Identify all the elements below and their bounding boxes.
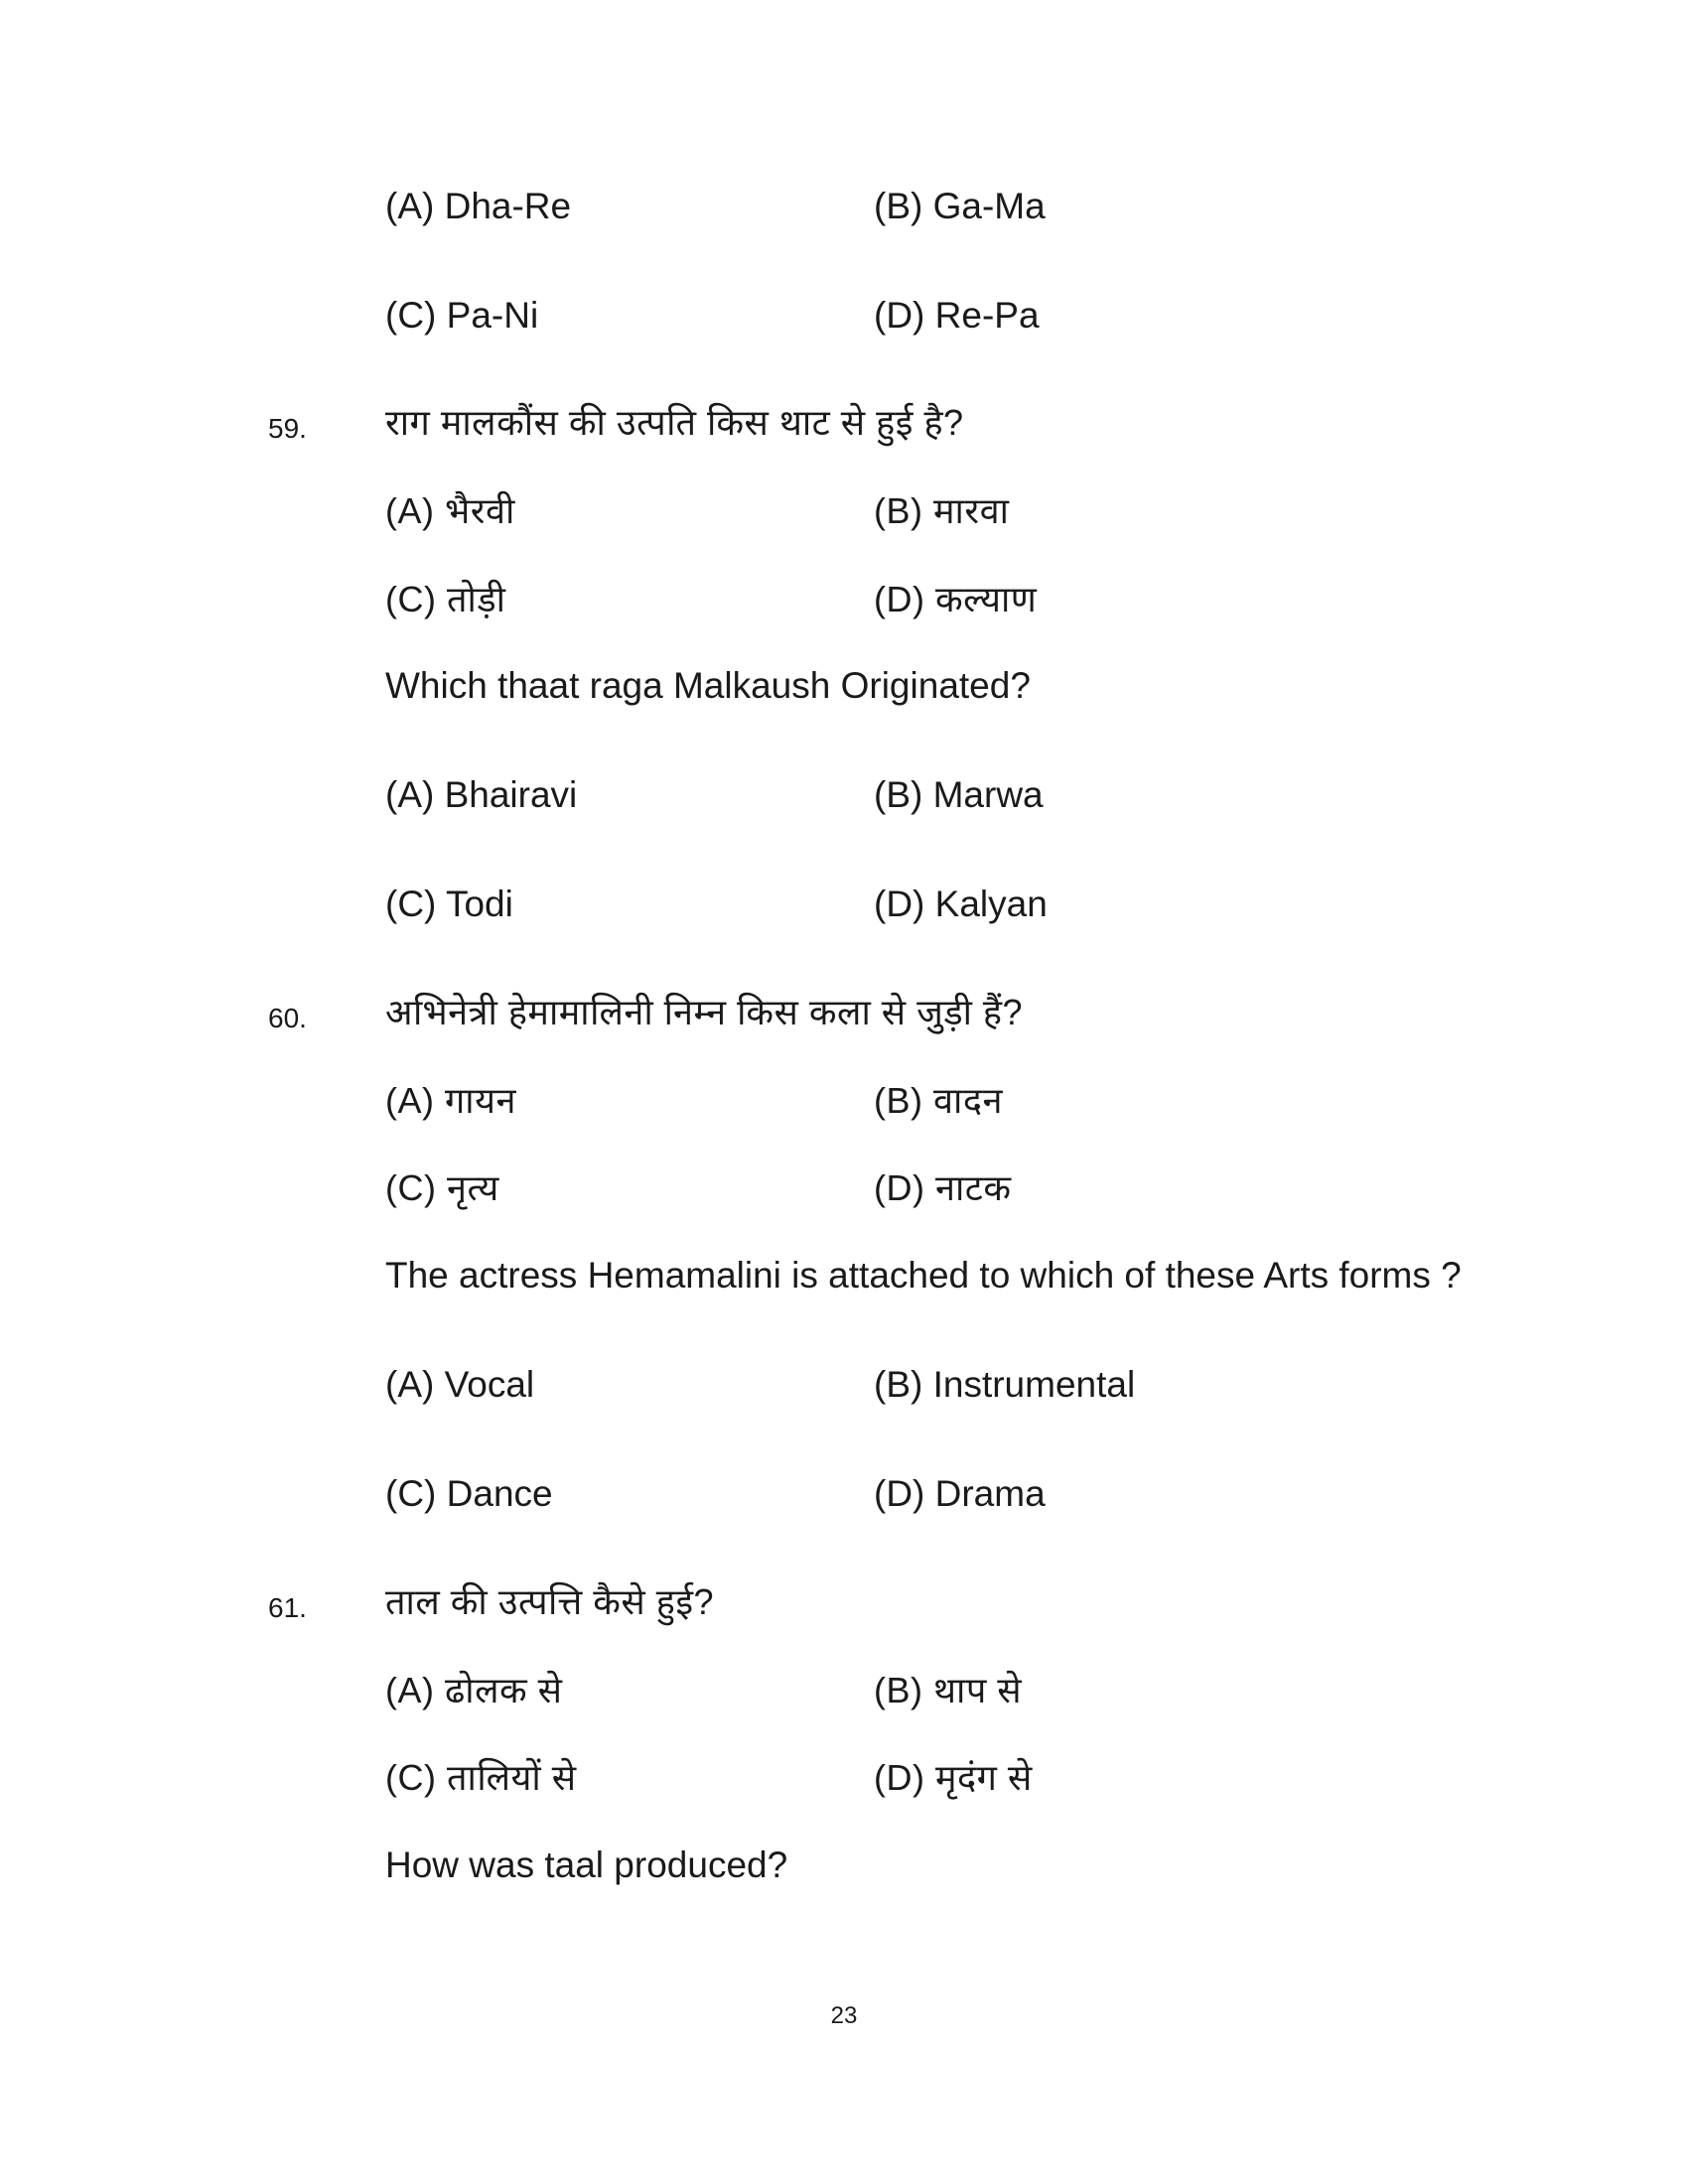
page-number: 23: [830, 2002, 858, 2029]
q61-hindi-option-d: (D) मृदंग से: [874, 1757, 1033, 1798]
q60-english-option-b: (B) Instrumental: [874, 1364, 1136, 1405]
q61-hindi-option-b: (B) थाप से: [874, 1670, 1023, 1710]
q60-english-option-d: (D) Drama: [874, 1473, 1046, 1514]
q58-option-a: (A) Dha-Re: [385, 186, 572, 226]
q60-english-option-a: (A) Vocal: [385, 1364, 535, 1405]
q61-hindi-question: ताल की उत्पत्ति कैसे हुई?: [385, 1581, 715, 1622]
q59-hindi-option-b: (B) मारवा: [874, 490, 1010, 531]
q59-hindi-option-c: (C) तोड़ी: [385, 579, 506, 619]
q59-number: 59.: [268, 413, 307, 444]
q59-english-option-d: (D) Kalyan: [874, 884, 1048, 924]
q59-hindi-option-a: (A) भैरवी: [385, 490, 515, 531]
q61-number: 61.: [268, 1592, 307, 1623]
q59-english-question: Which thaat raga Malkaush Originated?: [385, 665, 1031, 706]
q60-hindi-option-c: (C) नृत्य: [385, 1167, 499, 1208]
q61-hindi-option-c: (C) तालियों से: [385, 1757, 577, 1798]
q60-hindi-question: अभिनेत्री हेमामालिनी निम्न किस कला से जुड़ी हैं?: [385, 992, 1024, 1032]
q58-option-b: (B) Ga-Ma: [874, 186, 1046, 226]
q58-option-d: (D) Re-Pa: [874, 295, 1040, 336]
q60-english-question: The actress Hemamalini is attached to which of these Arts forms ?: [385, 1255, 1462, 1296]
q58-option-c: (C) Pa-Ni: [385, 295, 539, 336]
q59-hindi-option-d: (D) कल्याण: [874, 579, 1038, 619]
q60-hindi-option-d: (D) नाटक: [874, 1167, 1012, 1208]
q59-english-option-b: (B) Marwa: [874, 774, 1044, 815]
q61-english-question: How was taal produced?: [385, 1844, 788, 1885]
q59-english-option-a: (A) Bhairavi: [385, 774, 578, 815]
q59-english-option-c: (C) Todi: [385, 884, 513, 924]
q60-hindi-option-a: (A) गायन: [385, 1080, 516, 1121]
q61-hindi-option-a: (A) ढोलक से: [385, 1670, 563, 1710]
q60-hindi-option-b: (B) वादन: [874, 1080, 1003, 1121]
q60-english-option-c: (C) Dance: [385, 1473, 553, 1514]
q59-hindi-question: राग मालकौंस की उत्पति किस थाट से हुई है?: [385, 402, 964, 443]
q60-number: 60.: [268, 1003, 307, 1033]
